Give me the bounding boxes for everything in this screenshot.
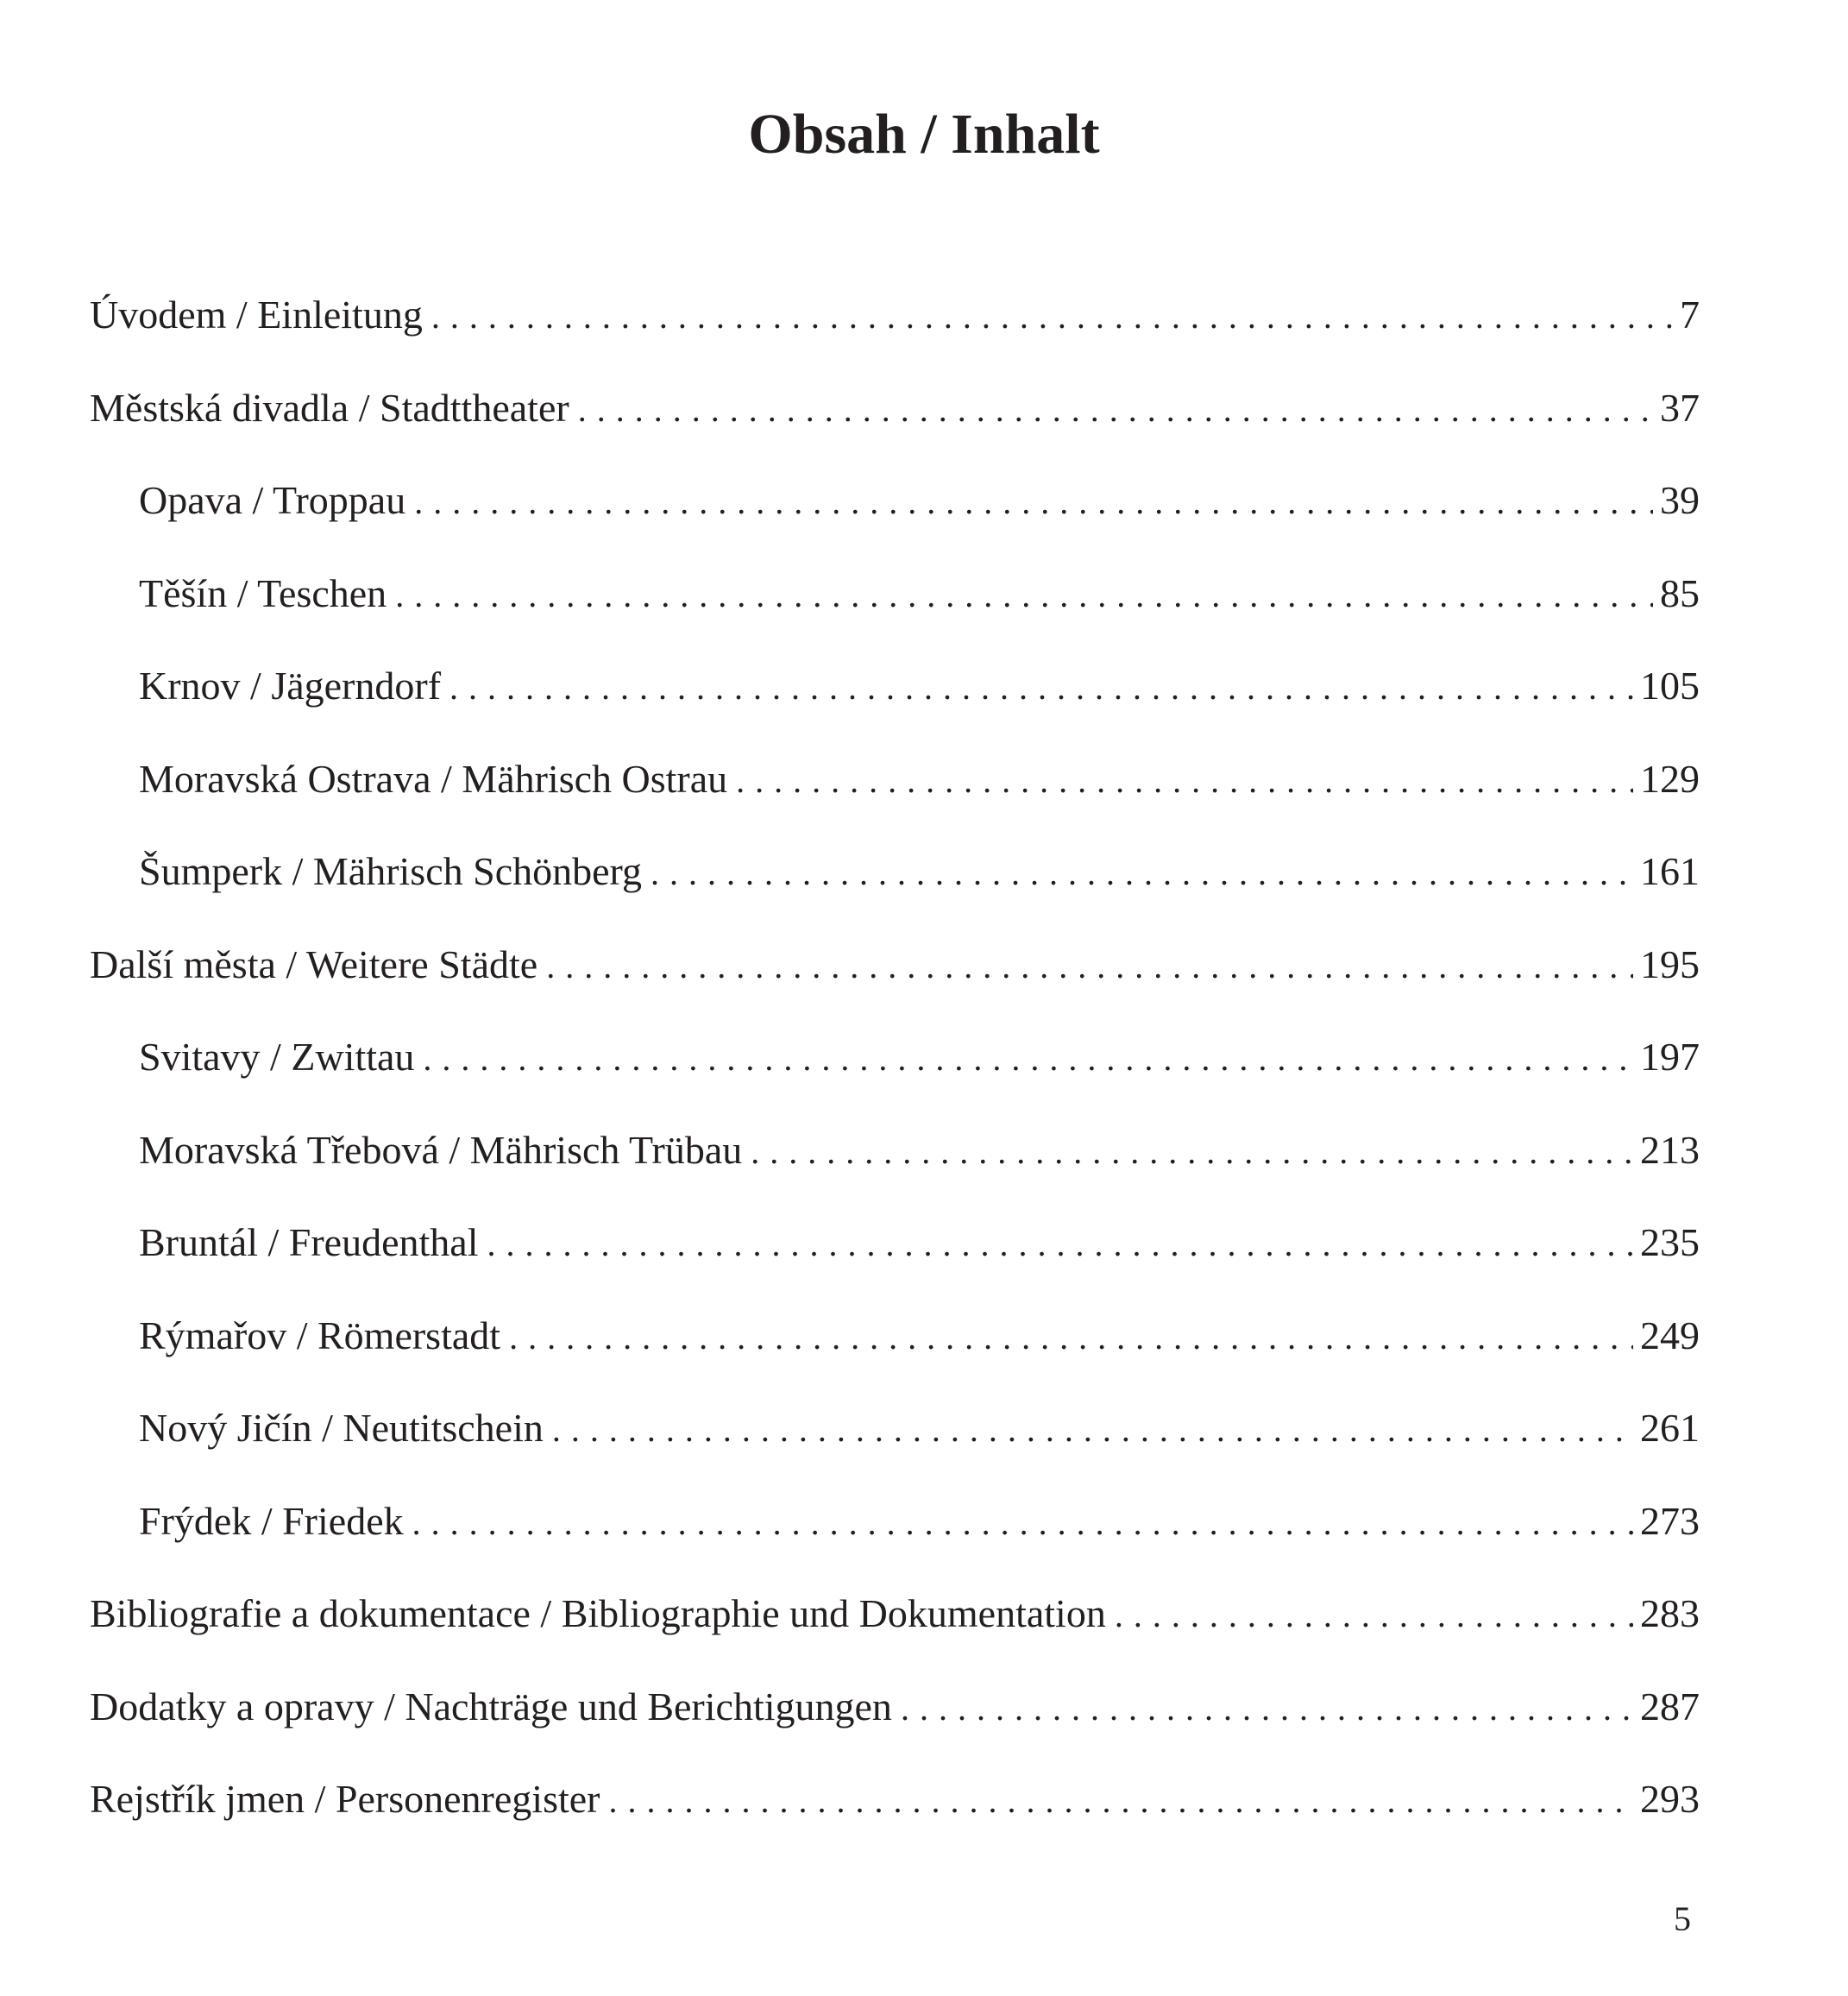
toc-entry-page: 261 <box>1640 1406 1700 1450</box>
dot-leader <box>487 1218 1633 1270</box>
toc-entry-label: Bibliografie a dokumentace / Bibliographie und Dokumentation <box>90 1591 1106 1635</box>
toc-entry-label: Městská divadla / Stadttheater <box>90 385 569 430</box>
dot-leader <box>414 476 1653 528</box>
toc-entry <box>90 1310 1700 1403</box>
toc-entry-page: 273 <box>1640 1498 1700 1543</box>
toc-entry <box>90 1495 1700 1589</box>
toc-entry-label: Svitavy / Zwittau <box>139 1035 415 1079</box>
toc-entry <box>90 289 1700 382</box>
dot-leader <box>423 1033 1633 1085</box>
toc-entry-label: Šumperk / Mährisch Schönberg <box>139 849 643 893</box>
toc-entry-label: Frýdek / Friedek <box>139 1498 404 1543</box>
dot-leader <box>651 847 1633 899</box>
toc-entry <box>90 1031 1700 1124</box>
dot-leader <box>509 1312 1633 1363</box>
dot-leader <box>736 755 1633 807</box>
toc-entry-page: 213 <box>1640 1127 1700 1172</box>
page-number: 5 <box>1674 1899 1691 1938</box>
toc-entry-page: 293 <box>1640 1777 1700 1821</box>
toc-entry-label: Moravská Třebová / Mährisch Trübau <box>139 1127 743 1172</box>
toc-entry-label: Rýmařov / Römerstadt <box>139 1313 501 1357</box>
table-of-contents <box>90 289 1700 1867</box>
dot-leader <box>449 662 1633 714</box>
toc-entry <box>90 1681 1700 1774</box>
toc-entry-page: 37 <box>1660 385 1700 430</box>
toc-entry <box>90 846 1700 939</box>
toc-entry-page: 7 <box>1680 293 1700 337</box>
toc-entry-label: Rejstřík jmen / Personenregister <box>90 1777 600 1821</box>
toc-entry-label: Bruntál / Freudenthal <box>139 1220 479 1264</box>
toc-entry-page: 129 <box>1640 756 1700 801</box>
toc-entry-page: 249 <box>1640 1313 1700 1357</box>
toc-entry-page: 197 <box>1640 1035 1700 1079</box>
dot-leader <box>1115 1590 1633 1641</box>
toc-entry <box>90 1588 1700 1681</box>
dot-leader <box>552 1404 1633 1456</box>
dot-leader <box>901 1683 1633 1735</box>
toc-entry <box>90 753 1700 847</box>
dot-leader <box>609 1775 1634 1827</box>
toc-entry-label: Krnov / Jägerndorf <box>139 664 442 708</box>
dot-leader <box>546 941 1633 992</box>
toc-entry-label: Moravská Ostrava / Mährisch Ostrau <box>139 756 728 801</box>
page-title: Obsah / Inhalt <box>748 103 1100 166</box>
toc-entry <box>90 382 1700 475</box>
toc-entry-page: 235 <box>1640 1220 1700 1264</box>
toc-entry-label: Úvodem / Einleitung <box>90 293 423 337</box>
toc-entry <box>90 1217 1700 1310</box>
toc-entry-page: 39 <box>1660 478 1700 522</box>
toc-entry <box>90 1124 1700 1218</box>
toc-entry-label: Dodatky a opravy / Nachträge und Berichtigungen <box>90 1684 892 1728</box>
toc-entry-label: Další města / Weitere Städte <box>90 941 538 986</box>
toc-entry <box>90 568 1700 661</box>
dot-leader <box>578 384 1653 436</box>
dot-leader <box>412 1497 1633 1549</box>
toc-entry-label: Nový Jičín / Neutitschein <box>139 1406 544 1450</box>
toc-entry-page: 287 <box>1640 1684 1700 1728</box>
toc-entry-label: Těšín / Teschen <box>139 570 387 615</box>
toc-entry <box>90 475 1700 568</box>
toc-entry-page: 195 <box>1640 941 1700 986</box>
toc-entry-label: Opava / Troppau <box>139 478 406 522</box>
toc-entry-page: 161 <box>1640 849 1700 893</box>
dot-leader <box>751 1126 1633 1178</box>
toc-entry-page: 85 <box>1660 570 1700 615</box>
toc-entry <box>90 939 1700 1032</box>
toc-entry-page: 105 <box>1640 664 1700 708</box>
toc-entry-page: 283 <box>1640 1591 1700 1635</box>
dot-leader <box>395 570 1653 621</box>
toc-entry <box>90 1773 1700 1867</box>
toc-entry <box>90 660 1700 753</box>
toc-entry <box>90 1402 1700 1495</box>
dot-leader <box>431 291 1673 343</box>
